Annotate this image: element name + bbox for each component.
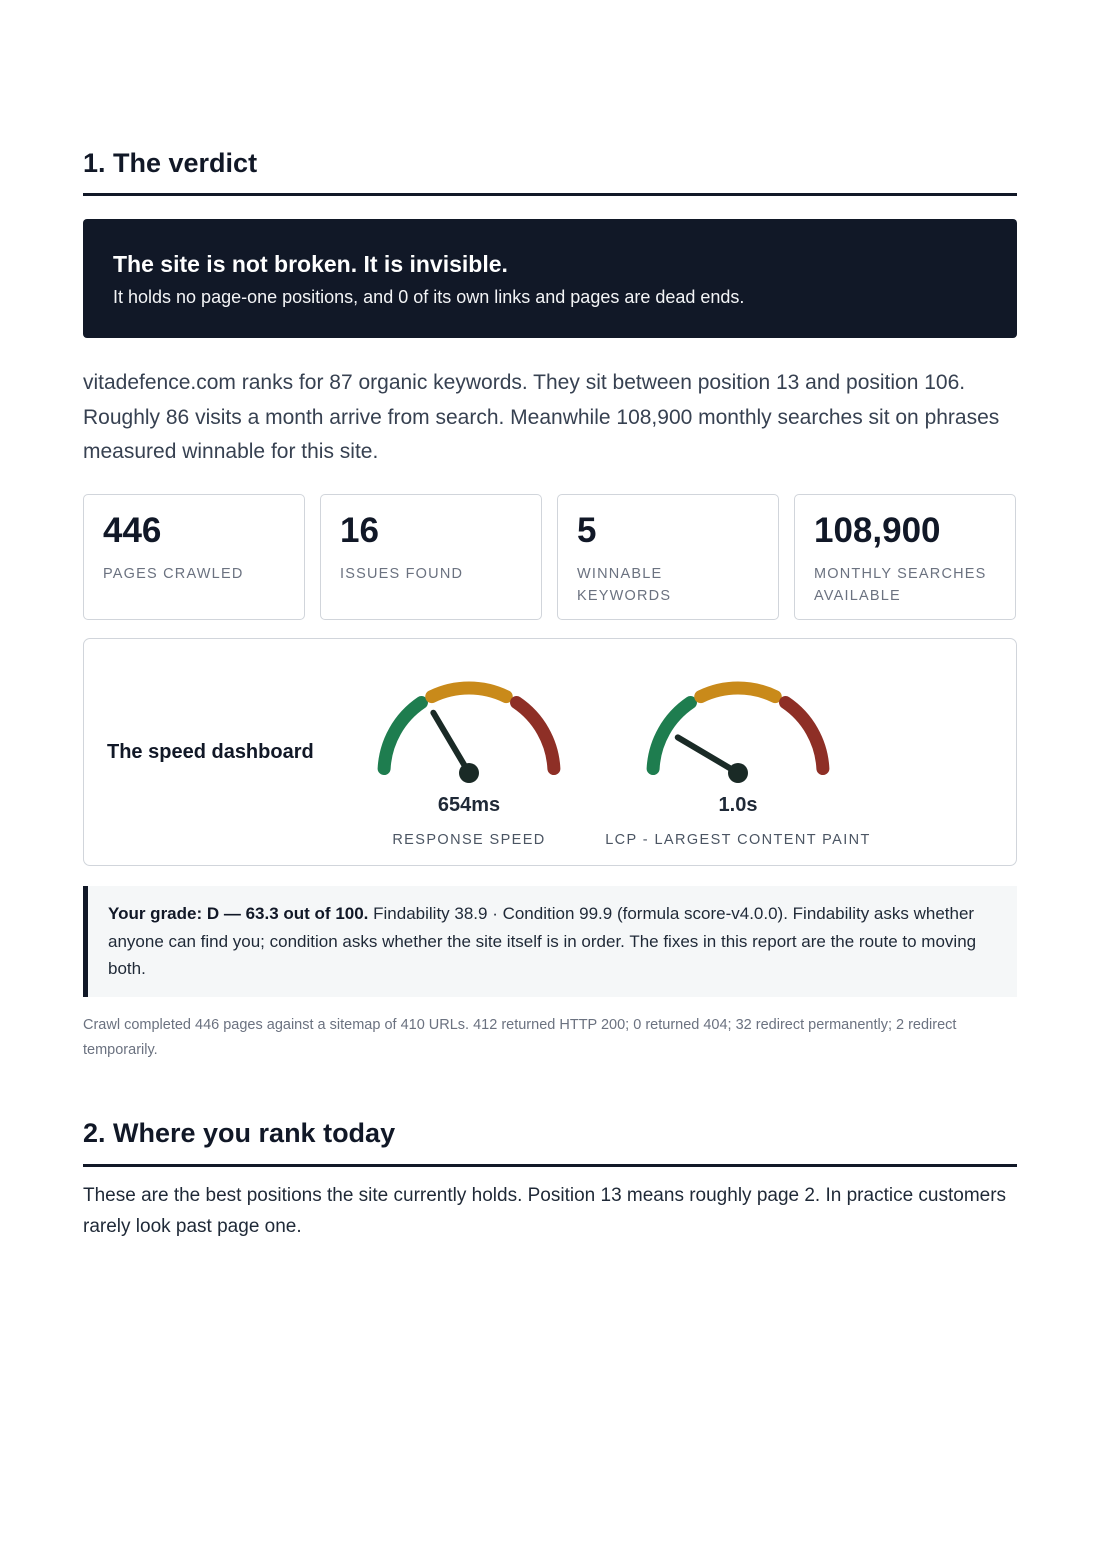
gauge-needle [433, 713, 469, 773]
grade-summary: Your grade: D — 63.3 out of 100. [108, 904, 369, 923]
stat-card-pages-crawled [83, 494, 305, 620]
gauge-arc-bad [786, 703, 823, 769]
verdict-banner [83, 219, 1017, 338]
stat-card-monthly-searches [794, 494, 1016, 620]
crawl-note: Crawl completed 446 pages against a sitemap of 410 URLs. 412 returned HTTP 200; 0 returned 404; 32 redirect permanently; 2 redirect temporarily. [83, 1017, 957, 1058]
stat-label: ISSUES FOUND [340, 566, 464, 582]
gauge-label: LCP - LARGEST CONTENT PAINT [605, 832, 871, 848]
stat-label: MONTHLY SEARCHES AVAILABLE [814, 566, 987, 604]
stat-value: 16 [340, 511, 379, 550]
gauge-hub [459, 763, 479, 783]
section-title-where-you-rank: 2. Where you rank today [83, 1118, 396, 1148]
stat-card-winnable-keywords [557, 494, 779, 620]
gauge-dial [588, 673, 888, 793]
rank-intro-paragraph: These are the best positions the site currently holds. Position 13 means roughly page 2. In practice customers rarely look past page one. [83, 1185, 1007, 1237]
section-divider [83, 1164, 1017, 1167]
gauge-value: 654ms [437, 794, 501, 816]
gauge-hub [728, 763, 748, 783]
verdict-subtext: It holds no page-one positions, and 0 of its own links and pages are dead ends. [113, 287, 745, 307]
gauge-label: RESPONSE SPEED [392, 832, 546, 848]
stat-label: PAGES CRAWLED [103, 566, 244, 582]
section-divider [83, 193, 1017, 196]
gauge-response-speed [319, 639, 619, 867]
gauge-arc-bad [517, 703, 554, 769]
gauge-arc-good [653, 703, 690, 769]
speed-dashboard-title: The speed dashboard [107, 741, 314, 763]
stat-card-issues-found [320, 494, 542, 620]
gauge-dial [319, 673, 619, 793]
speed-dashboard [83, 638, 1017, 866]
verdict-headline: The site is not broken. It is invisible. [113, 251, 508, 277]
stat-value: 5 [577, 511, 597, 550]
gauge-arc-warn [432, 688, 507, 697]
stat-value: 446 [103, 511, 162, 550]
gauge-arc-warn [701, 688, 776, 697]
stats-row [83, 494, 1017, 620]
verdict-intro-paragraph: vitadefence.com ranks for 87 organic keywords. They sit between position 13 and position 106. Roughly 86 visits a month arrive from search. Meanwhile 108,900 monthly searches sit on phrases measured winnable for this site. [83, 371, 1000, 463]
gauge-value: 1.0s [718, 794, 758, 816]
stat-value: 108,900 [814, 511, 941, 550]
section-title-verdict: 1. The verdict [83, 148, 258, 178]
grade-detail: Findability 38.9 · Condition 99.9 (formula score-v4.0.0). Findability asks whether anyone can find you; condition asks whether the site itself is in order. The fixes in this report are the route to moving both. [108, 904, 977, 978]
grade-callout [83, 886, 1017, 997]
stat-label: WINNABLE KEYWORDS [577, 566, 672, 604]
gauge-lcp [588, 639, 888, 867]
gauge-needle [678, 737, 738, 773]
gauge-arc-good [384, 703, 421, 769]
